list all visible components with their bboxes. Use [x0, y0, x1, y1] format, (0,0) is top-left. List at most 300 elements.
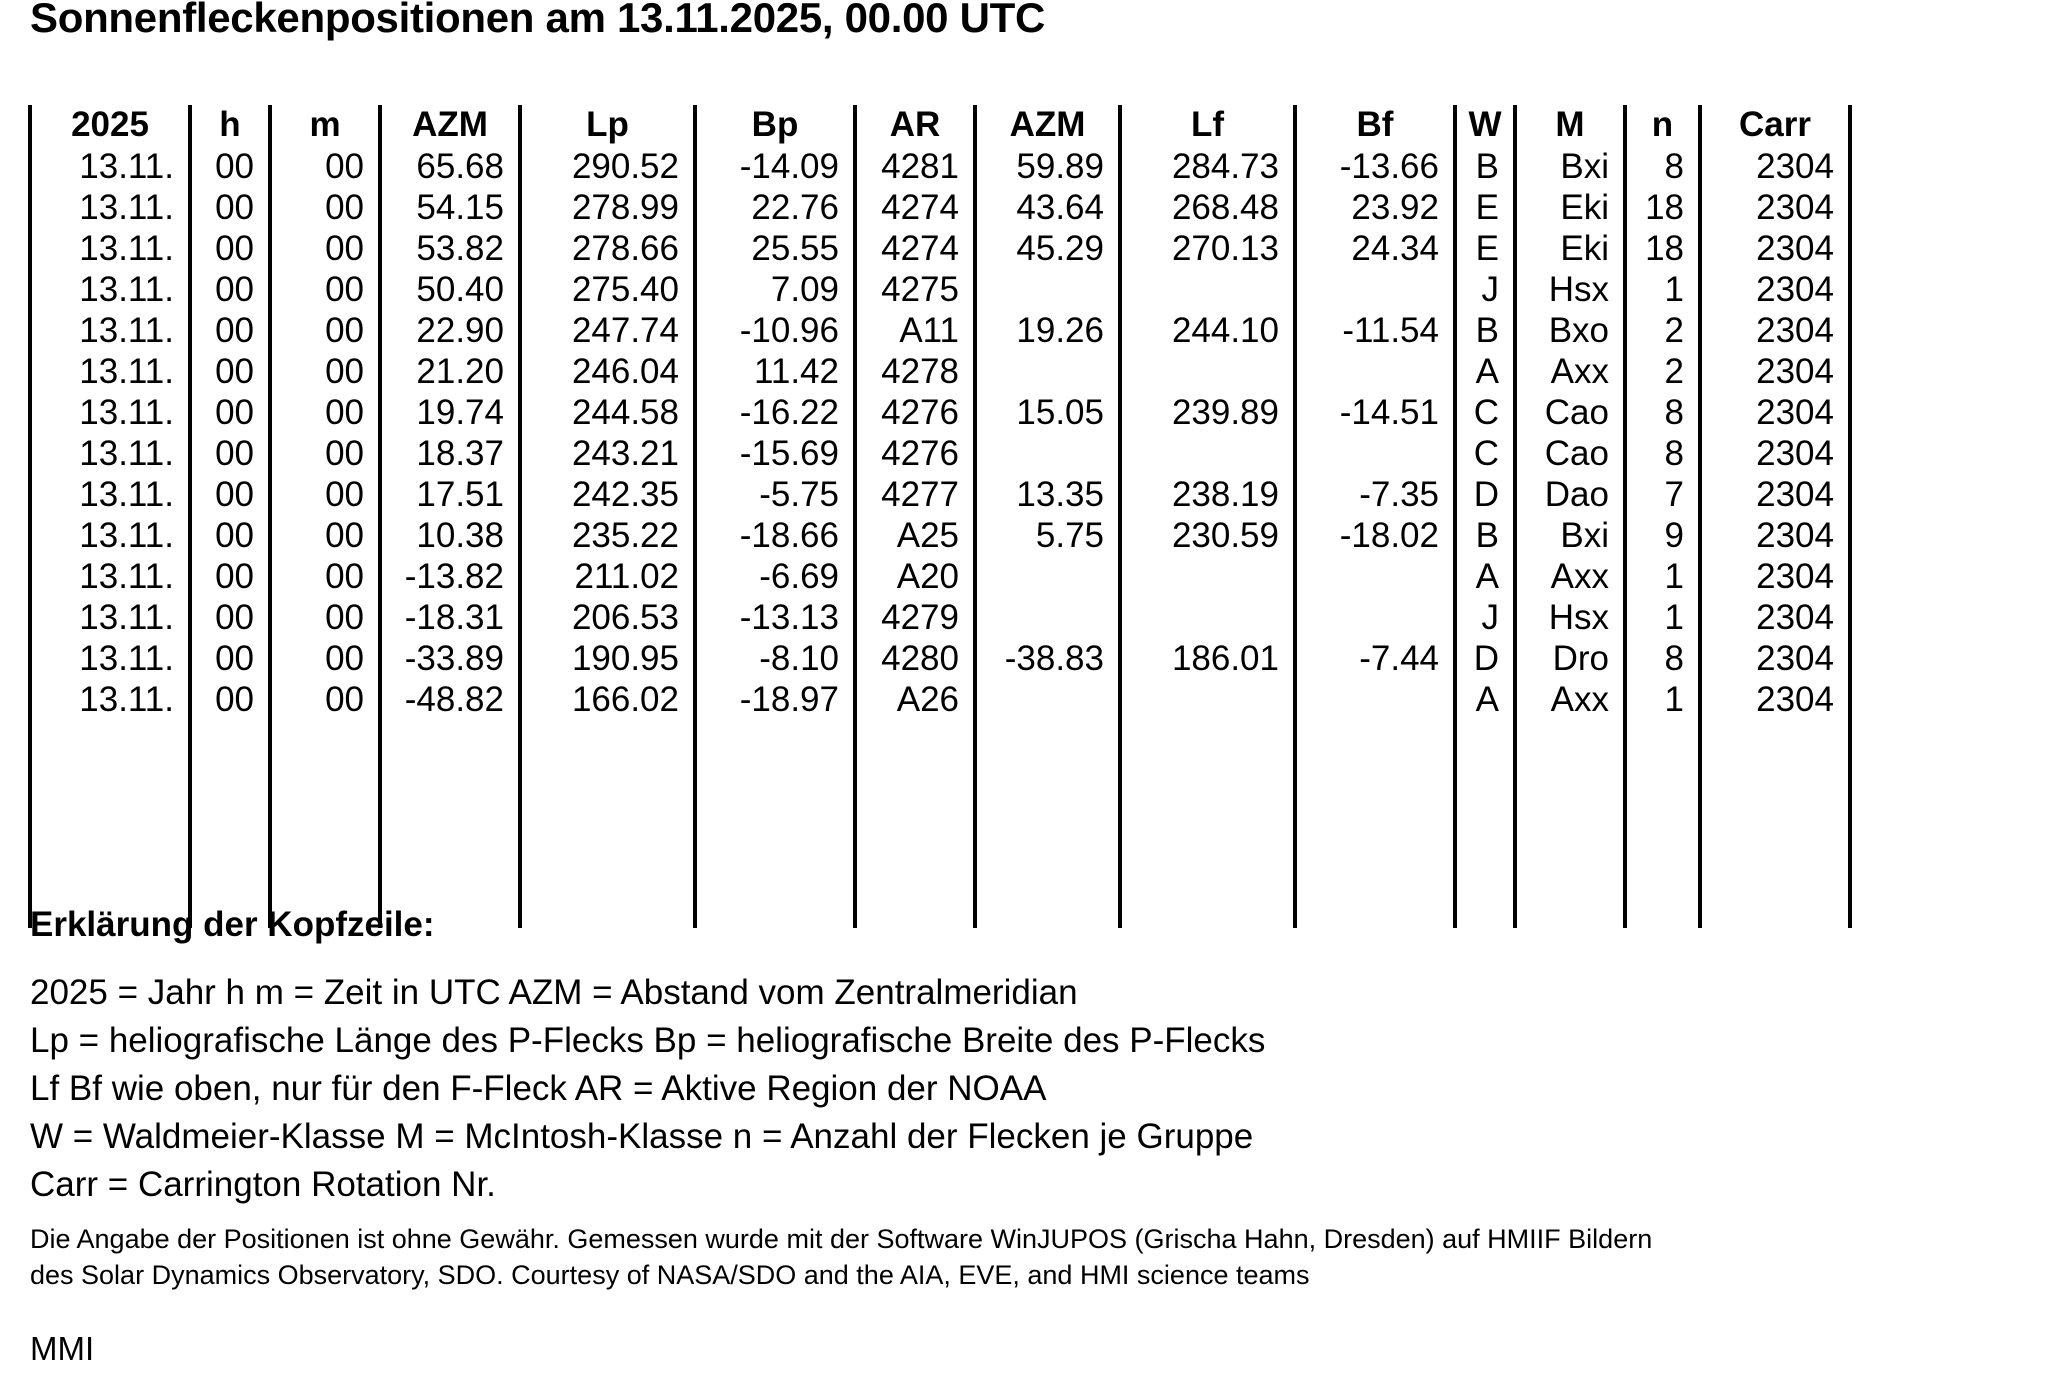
cell-m: Axx: [1515, 354, 1625, 395]
cell-empty: [855, 846, 975, 887]
cell-m: Cao: [1515, 436, 1625, 477]
cell-m: Dro: [1515, 641, 1625, 682]
cell-hour: 00: [190, 436, 270, 477]
cell-azm-p: 54.15: [380, 190, 520, 231]
cell-empty: [270, 846, 380, 887]
cell-date: 13.11.: [30, 436, 190, 477]
cell-hour: 00: [190, 231, 270, 272]
cell-minute: 00: [270, 190, 380, 231]
cell-bf: [1295, 559, 1455, 600]
cell-empty: [1700, 764, 1850, 805]
cell-lp: 290.52: [520, 149, 695, 190]
cell-bf: -11.54: [1295, 313, 1455, 354]
cell-bp: -8.10: [695, 641, 855, 682]
disclaimer-block: [30, 1222, 2030, 1294]
cell-empty: [190, 723, 270, 764]
cell-minute: 00: [270, 641, 380, 682]
cell-empty: [1455, 764, 1515, 805]
cell-bf: [1295, 682, 1455, 723]
cell-empty: [190, 805, 270, 846]
cell-n: 8: [1625, 641, 1700, 682]
table-row: [30, 149, 1850, 190]
cell-azm-f: [975, 272, 1120, 313]
cell-carr: 2304: [1700, 313, 1850, 354]
cell-m: Cao: [1515, 395, 1625, 436]
cell-bf: 24.34: [1295, 231, 1455, 272]
cell-carr: 2304: [1700, 395, 1850, 436]
cell-carr: 2304: [1700, 477, 1850, 518]
cell-minute: 00: [270, 559, 380, 600]
cell-date: 13.11.: [30, 231, 190, 272]
cell-azm-f: [975, 354, 1120, 395]
cell-w: A: [1455, 559, 1515, 600]
cell-empty: [1625, 764, 1700, 805]
cell-minute: 00: [270, 518, 380, 559]
cell-azm-p: 18.37: [380, 436, 520, 477]
cell-carr: 2304: [1700, 149, 1850, 190]
explanation-line-1: 2025 = Jahr h m = Zeit in UTC AZM = Abstand vom Zentralmeridian: [30, 973, 1078, 1012]
cell-empty: [270, 723, 380, 764]
cell-empty: [1700, 723, 1850, 764]
cell-bp: -15.69: [695, 436, 855, 477]
cell-carr: 2304: [1700, 231, 1850, 272]
cell-hour: 00: [190, 477, 270, 518]
table-empty-row: [30, 764, 1850, 805]
cell-bf: -14.51: [1295, 395, 1455, 436]
column-header-minute: m: [270, 105, 380, 149]
cell-date: 13.11.: [30, 272, 190, 313]
cell-empty: [380, 805, 520, 846]
cell-bp: 25.55: [695, 231, 855, 272]
cell-date: 13.11.: [30, 354, 190, 395]
cell-carr: 2304: [1700, 190, 1850, 231]
cell-minute: 00: [270, 395, 380, 436]
cell-empty: [190, 764, 270, 805]
cell-m: Bxi: [1515, 518, 1625, 559]
cell-empty: [520, 764, 695, 805]
disclaimer-line-2: des Solar Dynamics Observatory, SDO. Courtesy of NASA/SDO and the AIA, EVE, and HMI science teams: [30, 1259, 1310, 1290]
sunspot-positions-table: [28, 105, 1852, 928]
cell-empty: [270, 805, 380, 846]
cell-ar: 4281: [855, 149, 975, 190]
cell-empty: [695, 805, 855, 846]
cell-lp: 275.40: [520, 272, 695, 313]
cell-bp: -18.66: [695, 518, 855, 559]
cell-hour: 00: [190, 190, 270, 231]
cell-azm-p: 53.82: [380, 231, 520, 272]
cell-bp: 22.76: [695, 190, 855, 231]
cell-azm-p: 22.90: [380, 313, 520, 354]
cell-lp: 244.58: [520, 395, 695, 436]
cell-w: C: [1455, 395, 1515, 436]
cell-hour: 00: [190, 641, 270, 682]
cell-lf: 230.59: [1120, 518, 1295, 559]
cell-empty: [520, 723, 695, 764]
cell-lf: 284.73: [1120, 149, 1295, 190]
cell-azm-p: 50.40: [380, 272, 520, 313]
cell-bp: -16.22: [695, 395, 855, 436]
cell-w: A: [1455, 682, 1515, 723]
cell-minute: 00: [270, 272, 380, 313]
table-row: [30, 682, 1850, 723]
cell-azm-p: 19.74: [380, 395, 520, 436]
cell-empty: [1625, 805, 1700, 846]
cell-azm-p: 10.38: [380, 518, 520, 559]
disclaimer-line-1: Die Angabe der Positionen ist ohne Gewähr. Gemessen wurde mit der Software WinJUPOS (Grischa Hahn, Dresden) auf HMIIF Bildern: [30, 1224, 1653, 1254]
cell-bf: -7.44: [1295, 641, 1455, 682]
table-row: [30, 518, 1850, 559]
cell-empty: [855, 723, 975, 764]
cell-empty: [1515, 723, 1625, 764]
cell-azm-f: 59.89: [975, 149, 1120, 190]
cell-ar: 4276: [855, 395, 975, 436]
cell-carr: 2304: [1700, 559, 1850, 600]
cell-hour: 00: [190, 149, 270, 190]
cell-w: B: [1455, 313, 1515, 354]
cell-ar: A25: [855, 518, 975, 559]
cell-date: 13.11.: [30, 682, 190, 723]
cell-date: 13.11.: [30, 313, 190, 354]
cell-azm-f: [975, 682, 1120, 723]
cell-empty: [30, 764, 190, 805]
cell-lf: [1120, 682, 1295, 723]
cell-m: Eki: [1515, 190, 1625, 231]
cell-date: 13.11.: [30, 477, 190, 518]
cell-ar: A11: [855, 313, 975, 354]
cell-lf: [1120, 559, 1295, 600]
cell-lf: 268.48: [1120, 190, 1295, 231]
cell-azm-f: 5.75: [975, 518, 1120, 559]
cell-n: 1: [1625, 600, 1700, 641]
cell-lp: 247.74: [520, 313, 695, 354]
cell-date: 13.11.: [30, 149, 190, 190]
cell-w: J: [1455, 272, 1515, 313]
cell-lp: 166.02: [520, 682, 695, 723]
cell-empty: [1120, 846, 1295, 887]
cell-lp: 211.02: [520, 559, 695, 600]
cell-empty: [1295, 723, 1455, 764]
cell-empty: [1120, 723, 1295, 764]
cell-bp: -18.97: [695, 682, 855, 723]
cell-bp: -13.13: [695, 600, 855, 641]
cell-lf: [1120, 600, 1295, 641]
cell-n: 2: [1625, 354, 1700, 395]
cell-bp: -10.96: [695, 313, 855, 354]
author-signature: MMI: [30, 1330, 95, 1367]
cell-empty: [380, 723, 520, 764]
cell-w: E: [1455, 231, 1515, 272]
cell-lp: 206.53: [520, 600, 695, 641]
table-row: [30, 559, 1850, 600]
cell-ar: A20: [855, 559, 975, 600]
cell-lf: 239.89: [1120, 395, 1295, 436]
cell-carr: 2304: [1700, 641, 1850, 682]
cell-ar: 4280: [855, 641, 975, 682]
explanation-line-2: Lp = heliografische Länge des P-Flecks Bp = heliografische Breite des P-Flecks: [30, 1021, 1266, 1060]
cell-bf: [1295, 600, 1455, 641]
cell-bp: -5.75: [695, 477, 855, 518]
cell-bf: [1295, 436, 1455, 477]
cell-ar: 4277: [855, 477, 975, 518]
cell-empty: [1515, 764, 1625, 805]
cell-bf: -18.02: [1295, 518, 1455, 559]
table-row: [30, 395, 1850, 436]
cell-empty: [1455, 723, 1515, 764]
cell-w: A: [1455, 354, 1515, 395]
cell-minute: 00: [270, 477, 380, 518]
cell-n: 18: [1625, 190, 1700, 231]
cell-bp: -14.09: [695, 149, 855, 190]
cell-empty: [30, 846, 190, 887]
cell-ar: 4274: [855, 190, 975, 231]
cell-minute: 00: [270, 149, 380, 190]
cell-empty: [520, 805, 695, 846]
column-header-azm-p: AZM: [380, 105, 520, 149]
cell-hour: 00: [190, 600, 270, 641]
cell-empty: [855, 805, 975, 846]
cell-ar: 4279: [855, 600, 975, 641]
sunspot-table-container: [28, 105, 1834, 895]
cell-carr: 2304: [1700, 272, 1850, 313]
cell-lf: [1120, 436, 1295, 477]
cell-empty: [520, 846, 695, 887]
cell-lf: [1120, 272, 1295, 313]
cell-hour: 00: [190, 313, 270, 354]
cell-lp: 243.21: [520, 436, 695, 477]
cell-ar: 4274: [855, 231, 975, 272]
cell-carr: 2304: [1700, 518, 1850, 559]
cell-lp: 190.95: [520, 641, 695, 682]
column-header-m: M: [1515, 105, 1625, 149]
cell-m: Axx: [1515, 682, 1625, 723]
cell-bf: [1295, 272, 1455, 313]
cell-empty: [695, 846, 855, 887]
cell-minute: 00: [270, 600, 380, 641]
explanation-line-5: Carr = Carrington Rotation Nr.: [30, 1165, 496, 1204]
cell-date: 13.11.: [30, 600, 190, 641]
cell-ar: 4278: [855, 354, 975, 395]
cell-empty: [30, 805, 190, 846]
cell-n: 1: [1625, 682, 1700, 723]
cell-empty: [190, 846, 270, 887]
cell-n: 1: [1625, 272, 1700, 313]
cell-azm-f: 19.26: [975, 313, 1120, 354]
cell-empty: [695, 764, 855, 805]
cell-empty: [1455, 846, 1515, 887]
cell-empty: [380, 846, 520, 887]
cell-azm-f: 15.05: [975, 395, 1120, 436]
cell-empty: [1515, 846, 1625, 887]
column-header-bp: Bp: [695, 105, 855, 149]
cell-empty: [1295, 764, 1455, 805]
cell-minute: 00: [270, 354, 380, 395]
table-empty-row: [30, 723, 1850, 764]
cell-ar: A26: [855, 682, 975, 723]
cell-azm-f: 45.29: [975, 231, 1120, 272]
cell-hour: 00: [190, 518, 270, 559]
header-explanation-block: [30, 905, 1930, 1213]
cell-lf: [1120, 354, 1295, 395]
column-header-year: 2025: [30, 105, 190, 149]
cell-azm-f: [975, 600, 1120, 641]
table-row: [30, 477, 1850, 518]
cell-hour: 00: [190, 354, 270, 395]
cell-empty: [1625, 723, 1700, 764]
cell-empty: [380, 764, 520, 805]
cell-bp: 11.42: [695, 354, 855, 395]
cell-azm-p: 17.51: [380, 477, 520, 518]
cell-m: Bxo: [1515, 313, 1625, 354]
cell-empty: [1295, 846, 1455, 887]
cell-date: 13.11.: [30, 518, 190, 559]
table-empty-row: [30, 805, 1850, 846]
column-header-azm-f: AZM: [975, 105, 1120, 149]
cell-w: B: [1455, 518, 1515, 559]
page-title: Sonnenfleckenpositionen am 13.11.2025, 00.00 UTC: [30, 0, 1046, 41]
cell-date: 13.11.: [30, 559, 190, 600]
cell-w: D: [1455, 641, 1515, 682]
column-header-bf: Bf: [1295, 105, 1455, 149]
cell-lp: 242.35: [520, 477, 695, 518]
cell-empty: [1455, 805, 1515, 846]
cell-lf: 244.10: [1120, 313, 1295, 354]
cell-bp: -6.69: [695, 559, 855, 600]
table-row: [30, 641, 1850, 682]
cell-lp: 278.99: [520, 190, 695, 231]
cell-lf: 238.19: [1120, 477, 1295, 518]
cell-carr: 2304: [1700, 354, 1850, 395]
cell-empty: [1700, 805, 1850, 846]
cell-m: Hsx: [1515, 272, 1625, 313]
cell-ar: 4276: [855, 436, 975, 477]
cell-azm-f: [975, 559, 1120, 600]
column-header-lp: Lp: [520, 105, 695, 149]
cell-lf: 186.01: [1120, 641, 1295, 682]
cell-w: B: [1455, 149, 1515, 190]
cell-empty: [855, 764, 975, 805]
column-header-w: W: [1455, 105, 1515, 149]
table-row: [30, 354, 1850, 395]
cell-n: 9: [1625, 518, 1700, 559]
cell-empty: [1515, 805, 1625, 846]
cell-empty: [270, 764, 380, 805]
cell-lp: 246.04: [520, 354, 695, 395]
cell-azm-p: -13.82: [380, 559, 520, 600]
cell-bf: 23.92: [1295, 190, 1455, 231]
table-row: [30, 436, 1850, 477]
explanation-line-3: Lf Bf wie oben, nur für den F-Fleck AR = Aktive Region der NOAA: [30, 1069, 1047, 1108]
cell-empty: [975, 805, 1120, 846]
cell-lp: 278.66: [520, 231, 695, 272]
cell-azm-p: 65.68: [380, 149, 520, 190]
cell-empty: [1625, 846, 1700, 887]
cell-date: 13.11.: [30, 395, 190, 436]
cell-lf: 270.13: [1120, 231, 1295, 272]
cell-bp: 7.09: [695, 272, 855, 313]
cell-n: 2: [1625, 313, 1700, 354]
cell-n: 8: [1625, 395, 1700, 436]
column-header-lf: Lf: [1120, 105, 1295, 149]
cell-lp: 235.22: [520, 518, 695, 559]
cell-bf: -7.35: [1295, 477, 1455, 518]
cell-empty: [1120, 764, 1295, 805]
table-row: [30, 600, 1850, 641]
cell-azm-p: 21.20: [380, 354, 520, 395]
cell-carr: 2304: [1700, 600, 1850, 641]
cell-date: 13.11.: [30, 190, 190, 231]
cell-w: E: [1455, 190, 1515, 231]
cell-minute: 00: [270, 313, 380, 354]
cell-azm-f: 43.64: [975, 190, 1120, 231]
cell-hour: 00: [190, 682, 270, 723]
cell-empty: [975, 764, 1120, 805]
cell-m: Hsx: [1515, 600, 1625, 641]
cell-empty: [1120, 805, 1295, 846]
cell-date: 13.11.: [30, 641, 190, 682]
cell-hour: 00: [190, 559, 270, 600]
cell-n: 7: [1625, 477, 1700, 518]
cell-n: 8: [1625, 149, 1700, 190]
cell-w: J: [1455, 600, 1515, 641]
cell-azm-f: -38.83: [975, 641, 1120, 682]
cell-bf: [1295, 354, 1455, 395]
cell-empty: [975, 723, 1120, 764]
cell-minute: 00: [270, 231, 380, 272]
column-header-hour: h: [190, 105, 270, 149]
cell-azm-p: -48.82: [380, 682, 520, 723]
cell-ar: 4275: [855, 272, 975, 313]
cell-empty: [1700, 846, 1850, 887]
cell-hour: 00: [190, 395, 270, 436]
cell-w: C: [1455, 436, 1515, 477]
cell-carr: 2304: [1700, 682, 1850, 723]
cell-azm-f: [975, 436, 1120, 477]
cell-carr: 2304: [1700, 436, 1850, 477]
cell-w: D: [1455, 477, 1515, 518]
cell-azm-p: -33.89: [380, 641, 520, 682]
cell-minute: 00: [270, 436, 380, 477]
cell-empty: [975, 846, 1120, 887]
cell-m: Dao: [1515, 477, 1625, 518]
column-header-n: n: [1625, 105, 1700, 149]
table-body: [30, 149, 1850, 928]
cell-azm-f: 13.35: [975, 477, 1120, 518]
cell-n: 8: [1625, 436, 1700, 477]
explanation-heading: Erklärung der Kopfzeile:: [30, 905, 435, 944]
cell-minute: 00: [270, 682, 380, 723]
table-row: [30, 272, 1850, 313]
cell-m: Bxi: [1515, 149, 1625, 190]
cell-n: 18: [1625, 231, 1700, 272]
cell-azm-p: -18.31: [380, 600, 520, 641]
cell-m: Eki: [1515, 231, 1625, 272]
cell-hour: 00: [190, 272, 270, 313]
cell-empty: [695, 723, 855, 764]
cell-empty: [1295, 805, 1455, 846]
column-header-ar: AR: [855, 105, 975, 149]
column-header-carr: Carr: [1700, 105, 1850, 149]
table-row: [30, 231, 1850, 272]
explanation-line-4: W = Waldmeier-Klasse M = McIntosh-Klasse n = Anzahl der Flecken je Gruppe: [30, 1117, 1254, 1156]
table-row: [30, 190, 1850, 231]
cell-m: Axx: [1515, 559, 1625, 600]
table-header-row: [30, 105, 1850, 149]
table-row: [30, 313, 1850, 354]
table-empty-row: [30, 846, 1850, 887]
cell-bf: -13.66: [1295, 149, 1455, 190]
cell-empty: [30, 723, 190, 764]
cell-n: 1: [1625, 559, 1700, 600]
